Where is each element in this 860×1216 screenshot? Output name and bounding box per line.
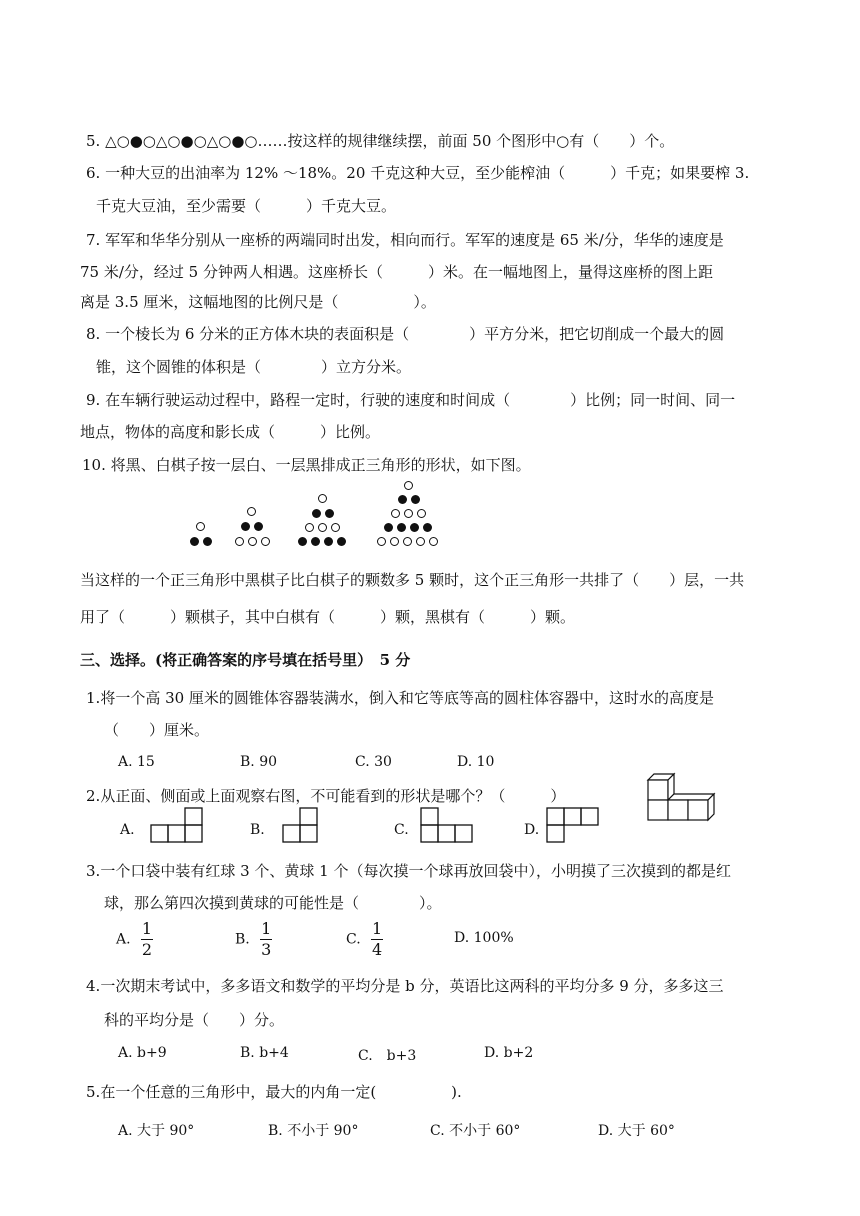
option-b-shape [282,806,322,844]
option-d[interactable]: D. [524,822,540,838]
choice-2-line [86,786,565,806]
black-piece [337,537,346,546]
question-number: 2. [86,787,101,805]
black-piece [298,537,307,546]
black-piece [311,537,320,546]
white-piece [235,537,244,546]
choice-3-line-1 [86,861,731,881]
question-5 [86,131,674,151]
question-10-line-2: 当这样的一个正三角形中黑棋子比白棋子的颗数多 5 颗时，这个正三角形一共排了（ ）层，一共 [80,571,745,589]
black-piece [398,495,407,504]
question-10-line-3: 用了（ ）颗棋子，其中白棋有（ ）颗，黑棋有（ ）颗。 [80,608,576,626]
option-a[interactable]: A. [120,822,135,838]
question-number: 8. [86,325,101,343]
black-piece [190,537,199,546]
question-7-line-1 [86,230,724,250]
choice-4-line-2: 科的平均分是（ ）分。 [104,1011,285,1029]
question-text: 从正面、侧面或上面观察右图，不可能看到的形状是哪个？（ ） [100,787,566,805]
question-text: 将一个高 30 厘米的圆锥体容器装满水，倒入和它等底等高的圆柱体容器中，这时水的高度是 [100,689,714,707]
white-piece [377,537,386,546]
option-d[interactable]: D. 大于 60° [598,1123,675,1139]
black-piece [423,523,432,532]
question-text: 一个口袋中装有红球 3 个、黄球 1 个（每次摸一个球再放回袋中），小明摸了三次摸到的都是红 [100,862,731,880]
option-a[interactable]: A. 15 [118,754,155,770]
question-number: 3. [86,862,101,880]
question-number: 10. [82,456,106,474]
question-text: 将黑、白棋子按一层白、一层黑排成正三角形的形状，如下图。 [110,456,531,474]
question-9-line-2: 地点，物体的高度和影长成（ ）比例。 [80,423,381,441]
white-piece [261,537,270,546]
option-b[interactable]: B. 90 [240,754,278,770]
fraction: $\frac{1}{3}$ [261,919,272,959]
white-piece [196,522,205,531]
white-piece [404,481,413,490]
white-piece [248,537,257,546]
option-d-shape [546,806,604,844]
question-6-line-2: 千克大豆油，至少需要（ ）千克大豆。 [96,197,397,215]
option-a-shape [150,806,206,844]
option-b[interactable]: B. [250,822,265,838]
white-piece [417,509,426,518]
option-b[interactable]: B. 不小于 90° [268,1123,359,1139]
question-text: 一种大豆的出油率为 12% ～18%。20 千克这种大豆，至少能榨油（ ）千克；如果要榨 3. [105,164,750,182]
option-c[interactable]: C. 不小于 60° [430,1123,521,1139]
question-8-line-1 [86,324,724,344]
cube-stack-figure [640,770,720,830]
white-piece [391,509,400,518]
choice-1-line-1 [86,688,714,708]
question-text: 在一个任意的三角形中，最大的内角一定( ). [100,1083,462,1101]
option-c[interactable]: C. 30 [355,754,392,770]
choice-1-line-2: （ ）厘米。 [104,721,210,739]
option-d[interactable]: D. 10 [457,754,495,770]
option-b[interactable]: B. $\frac{1}{3}$ [235,919,272,959]
choice-3-line-2: 球，那么第四次摸到黄球的可能性是（ ）。 [104,894,442,912]
question-text: 一次期末考试中，多多语文和数学的平均分是 b 分，英语比这两科的平均分多 9 分，多多这三 [100,977,724,995]
question-text: 一个棱长为 6 分米的正方体木块的表面积是（ ）平方分米，把它切削成一个最大的圆 [105,325,725,343]
white-piece [318,523,327,532]
black-piece [397,523,406,532]
question-text: ……按这样的规律继续摆，前面 50 个图形中○有（ ）个。 [257,132,675,150]
option-a[interactable]: A. $\frac{1}{2}$ [116,919,153,959]
option-a[interactable]: A. b+9 [118,1045,167,1061]
black-piece [203,537,212,546]
question-7-line-3: 离是 3.5 厘米，这幅地图的比例尺是（ ）。 [80,293,436,311]
white-piece [331,523,340,532]
white-piece [416,537,425,546]
shape-sequence: △○●○△○●○△○●○ [105,132,258,150]
question-number: 6. [86,164,101,182]
question-number: 7. [86,231,101,249]
question-7-line-2: 75 米/分，经过 5 分钟两人相遇。这座桥长（ ）米。在一幅地图上，量得这座桥的图上距 [80,263,713,281]
fraction: $\frac{1}{2}$ [141,919,153,959]
question-number: 5. [86,1083,101,1101]
choice-5-line [86,1082,462,1102]
white-piece [404,509,413,518]
question-number: 4. [86,977,101,995]
white-piece [305,523,314,532]
option-a[interactable]: A. 大于 90° [118,1123,195,1139]
question-number: 9. [86,391,101,409]
black-piece [324,537,333,546]
fraction: $\frac{1}{4}$ [372,919,383,959]
white-piece [429,537,438,546]
question-number: 5. [86,132,101,150]
question-text: 在车辆行驶运动过程中，路程一定时，行驶的速度和时间成（ ）比例；同一时间、同一 [105,391,736,409]
option-c[interactable]: C. b+3 [358,1048,417,1064]
white-piece [318,494,327,503]
option-c[interactable]: C. [394,822,409,838]
question-number: 1. [86,689,101,707]
black-piece [410,523,419,532]
question-text: 军军和华华分别从一座桥的两端同时出发，相向而行。军军的速度是 65 米/分，华华的速度是 [105,231,724,249]
black-piece [384,523,393,532]
question-9-line-1 [86,390,735,410]
option-d[interactable]: D. b+2 [484,1045,534,1061]
choice-4-line-1 [86,976,724,996]
option-d[interactable]: D. 100% [454,930,514,946]
black-piece [312,509,321,518]
black-piece [411,495,420,504]
black-piece [241,522,250,531]
option-b[interactable]: B. b+4 [240,1045,289,1061]
black-piece [254,522,263,531]
black-piece [325,509,334,518]
question-6-line-1 [86,163,749,183]
option-c[interactable]: C. $\frac{1}{4}$ [346,919,383,959]
question-10-line-1 [82,455,531,475]
section-heading: 三、选择。(将正确答案的序号填在括号里） 5 分 [80,651,411,669]
question-8-line-2: 锥，这个圆锥的体积是（ ）立方分米。 [96,358,412,376]
white-piece [403,537,412,546]
white-piece [390,537,399,546]
white-piece [247,507,256,516]
option-c-shape [420,806,478,844]
